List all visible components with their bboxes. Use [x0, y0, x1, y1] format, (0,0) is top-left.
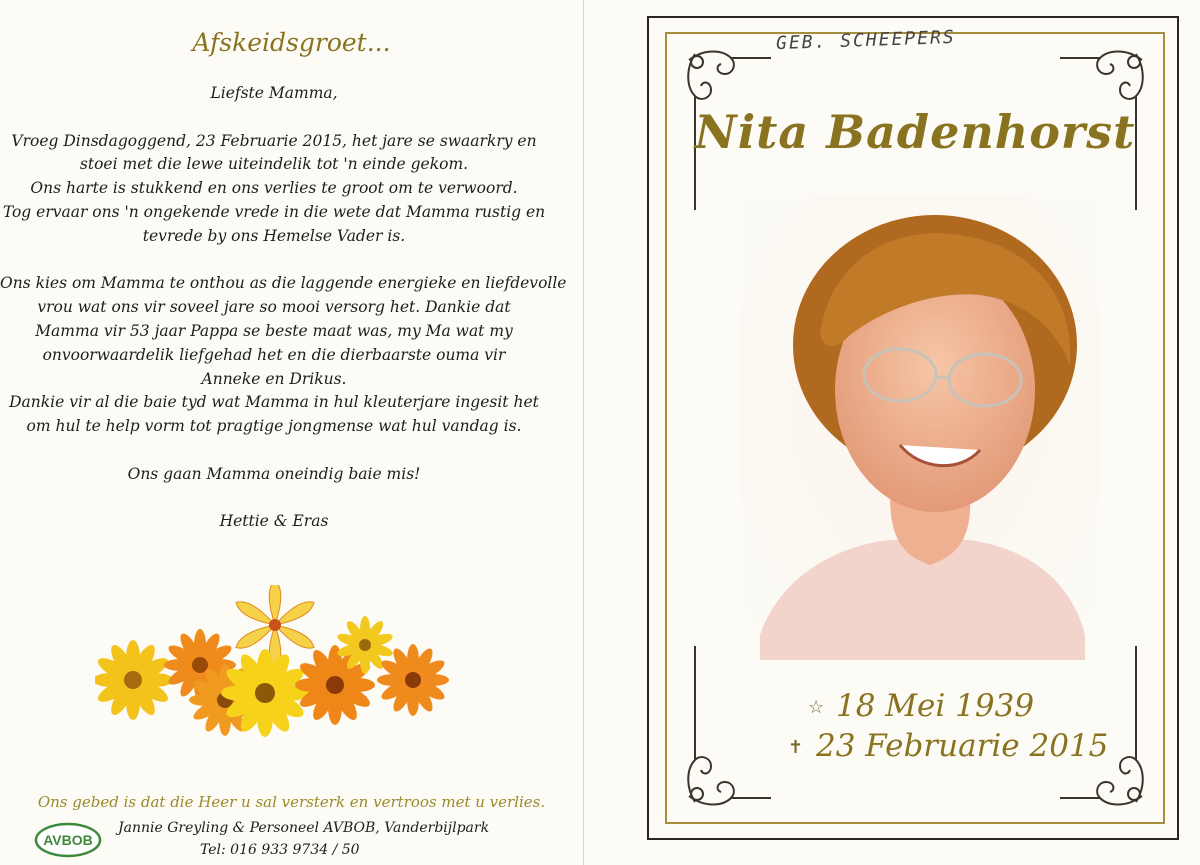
letter-closing: Ons gaan Mamma oneindig baie mis! — [127, 464, 421, 483]
letter-line: Ons harte is stukkend en ons verlies te groot om te verwoord. — [30, 179, 518, 198]
letter-line: Ons kies om Mamma te onthou as die laggende energieke en liefdevolle — [0, 274, 567, 293]
avbob-logo — [34, 822, 102, 858]
letter-line: onvoorwaardelik liefgehad het en die dierbaarste ouma vir — [42, 345, 506, 364]
corner-ornament-bottom-right — [1060, 636, 1156, 816]
star-icon: ☆ — [808, 697, 825, 718]
letter-line: Dankie vir al die baie tyd wat Mamma in hul kleuterjare ingesit het — [9, 393, 539, 412]
letter-signature: Hettie & Eras — [219, 512, 329, 531]
cross-icon: ✝ — [788, 737, 804, 758]
handwritten-note: GEB. SCHEEPERS — [775, 26, 957, 55]
phone-text: Tel: 016 933 9734 / 50 — [200, 842, 360, 858]
birth-date: 18 Mei 1939 — [836, 688, 1035, 724]
death-date: 23 Februarie 2015 — [816, 728, 1109, 764]
birth-date-line — [808, 688, 1034, 724]
flower-illustration — [95, 585, 460, 745]
farewell-title: Afskeidsgroet... — [192, 28, 391, 57]
letter-line: stoei met die lewe uiteindelik tot 'n einde gekom. — [79, 155, 469, 174]
corner-ornament-bottom-left — [675, 636, 771, 816]
letter-line: om hul te help vorm tot pragtige jongmense wat hul vandag is. — [26, 417, 522, 436]
letter-line: tevrede by ons Hemelse Vader is. — [142, 226, 406, 245]
avbob-logo-text: AVBOB — [43, 832, 93, 848]
letter-greeting: Liefste Mamma, — [210, 84, 338, 102]
daisy-yellow-left — [95, 640, 173, 720]
letter-line: Mamma vir 53 jaar Pappa se beste maat was, my Ma wat my — [35, 321, 513, 340]
letter-line: Anneke en Drikus. — [201, 369, 347, 388]
prayer-text: Ons gebed is dat die Heer u sal versterk en vertroos met u verlies. — [37, 793, 546, 811]
letter-line: Vroeg Dinsdagoggend, 23 Februarie 2015, het jare se swaarkry en — [11, 131, 537, 150]
undertaker-text: Jannie Greyling & Personeel AVBOB, Vanderbijlpark — [118, 820, 490, 836]
letter-line: vrou wat ons vir soveel jare so mooi versorg het. Dankie dat — [37, 298, 511, 317]
death-date-line — [788, 728, 1108, 764]
portrait-photo — [740, 195, 1100, 660]
deceased-name: Nita Badenhorst — [694, 105, 1136, 159]
letter-line: Tog ervaar ons 'n ongekende vrede in die wete dat Mamma rustig en — [2, 202, 546, 221]
letter — [0, 82, 567, 534]
